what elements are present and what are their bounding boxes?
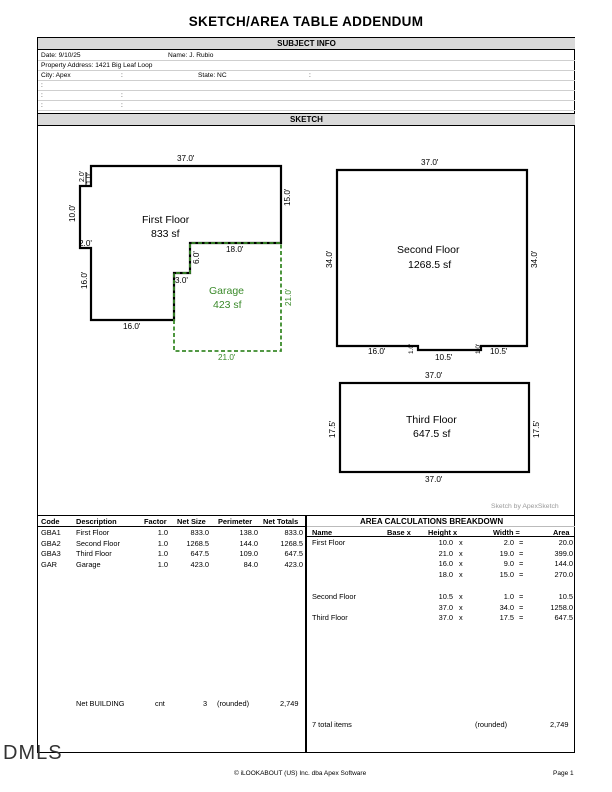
state-text: State: NC: [198, 72, 227, 79]
net-building-label: Net BUILDING: [76, 699, 125, 708]
colon-4: :: [41, 92, 43, 99]
calc-row-1-x: x: [459, 548, 463, 558]
code-row-3-net-total: 423.0: [284, 559, 303, 569]
sf-dim-top: 37.0': [421, 158, 439, 167]
first-floor-label: First Floor: [142, 214, 190, 226]
sf-dim-bottom-left: 16.0': [368, 347, 386, 356]
garage-dim-right: 21.0': [284, 288, 293, 306]
calc-row-1-width: 19.0: [499, 548, 514, 558]
address-text: Property Address: 1421 Big Leaf Loop: [41, 62, 153, 69]
code-header-perimeter: Perimeter: [218, 517, 253, 526]
calc-row-6-x: x: [459, 613, 463, 623]
calc-row-0-x: x: [459, 538, 463, 547]
calc-row-0-name: First Floor: [312, 538, 346, 547]
calc-row-3-x: x: [459, 570, 463, 580]
calc-row-1-eq: =: [519, 548, 524, 558]
third-floor-area: 647.5 sf: [413, 428, 451, 440]
calc-header-base: Base x: [387, 528, 411, 537]
calc-header-width: Width =: [493, 528, 520, 537]
calc-row-4-area: 10.5: [558, 591, 573, 601]
net-cnt-label: cnt: [155, 699, 165, 708]
calc-row-5-x: x: [459, 602, 463, 612]
sf-dim-jog1: 1.0': [408, 343, 415, 354]
page-title: SKETCH/AREA TABLE ADDENDUM: [188, 14, 424, 29]
calc-row-4-eq: =: [519, 591, 524, 601]
tf-dim-left: 17.5': [328, 420, 337, 438]
sketch-credit: Sketch by ApexSketch: [491, 503, 559, 510]
code-row-0-factor: 1.0: [157, 528, 168, 537]
code-row-1-code: GBA2: [41, 538, 61, 548]
calc-header-height: Height x: [428, 528, 458, 537]
calc-bar: AREA CALCULATIONS BREAKDOWN: [360, 517, 504, 526]
dmls-logo: DMLS: [3, 742, 63, 764]
tf-dim-bottom: 37.0': [425, 475, 443, 484]
code-header-net-totals: Net Totals: [263, 517, 299, 526]
ff-dim-left-bottom: 16.0': [80, 271, 89, 289]
colon-3: :: [41, 82, 43, 89]
colon-6: :: [41, 102, 43, 109]
calc-total: 2,749: [550, 720, 569, 729]
code-row-3-factor: 1.0: [157, 559, 168, 569]
footer-page: Page 1: [553, 770, 574, 777]
code-row-1-factor: 1.0: [157, 538, 168, 548]
code-row-1-net-total: 1268.5: [280, 538, 303, 548]
code-header-rule: [38, 526, 305, 527]
ff-dim-left-top: 10.0': [68, 204, 77, 222]
second-floor-label: Second Floor: [397, 244, 460, 256]
code-row-2-net-size: 647.5: [190, 549, 209, 558]
calc-row-5-height: 37.0: [438, 602, 453, 612]
ff-dim-small2: 1.0': [86, 172, 93, 184]
code-row-0-net-total: 833.0: [284, 528, 303, 537]
colon-7: :: [121, 102, 123, 109]
calc-row-2-x: x: [459, 559, 463, 569]
net-rounded: (rounded): [217, 699, 250, 708]
code-row-2-code: GBA3: [41, 549, 61, 558]
calc-row-2-width: 9.0: [503, 559, 514, 569]
ff-dim-notch: 18.0': [226, 245, 244, 254]
code-row-0-net-size: 833.0: [190, 528, 209, 537]
calc-bar-rule: [307, 526, 575, 527]
sketch-bar: SKETCH: [38, 113, 575, 126]
ff-dim-right: 15.0': [283, 188, 292, 206]
sf-dim-bottom-right: 10.5': [490, 347, 508, 356]
calc-row-6-name: Third Floor: [312, 613, 348, 623]
calc-row-3-eq: =: [519, 570, 524, 580]
calc-row-1-height: 21.0: [438, 548, 453, 558]
garage-label: Garage: [209, 285, 245, 297]
calc-row-5-width: 34.0: [499, 602, 514, 612]
calc-total-label: 7 total items: [312, 720, 352, 729]
colon-1: :: [121, 72, 123, 79]
calc-row-3-width: 15.0: [499, 570, 514, 580]
code-row-2-perimeter: 109.0: [239, 549, 258, 558]
footer-copyright: © iLOOKABOUT (US) Inc. dba Apex Software: [234, 770, 367, 777]
calc-row-6-area: 647.5: [554, 613, 573, 623]
calc-row-1-area: 399.0: [554, 548, 573, 558]
second-floor-area: 1268.5 sf: [408, 259, 452, 271]
code-row-3-net-size: 423.0: [190, 559, 209, 569]
code-row-3-perimeter: 84.0: [243, 559, 258, 569]
calc-row-2-height: 16.0: [438, 559, 453, 569]
code-row-2-net-total: 647.5: [284, 549, 303, 558]
code-row-0-description: First Floor: [76, 528, 110, 537]
garage-dim-bottom: 21.0': [218, 353, 236, 362]
date-text: Date: 9/10/25: [41, 52, 81, 59]
colon-5: :: [121, 92, 123, 99]
sf-dim-jog2: 1.0': [475, 343, 482, 354]
calc-row-4-x: x: [459, 591, 463, 601]
calc-row-3-height: 18.0: [438, 570, 453, 580]
tf-dim-top: 37.0': [425, 371, 443, 380]
code-header-description: Description: [76, 517, 117, 526]
code-row-2-description: Third Floor: [76, 549, 112, 558]
third-floor-label: Third Floor: [406, 414, 457, 426]
calc-row-0-width: 2.0: [503, 538, 514, 547]
garage-area: 423 sf: [213, 299, 242, 311]
code-row-0-perimeter: 138.0: [239, 528, 258, 537]
calc-row-0-eq: =: [519, 538, 524, 547]
calc-row-4-height: 10.5: [438, 591, 453, 601]
net-count: 3: [203, 699, 208, 708]
sf-dim-bottom-mid: 10.5': [435, 353, 453, 362]
calc-row-6-width: 17.5: [499, 613, 514, 623]
calc-row-3-area: 270.0: [554, 570, 573, 580]
calc-row-4-name: Second Floor: [312, 591, 356, 601]
calc-header-name: Name: [312, 528, 333, 537]
subject-info-bar: SUBJECT INFO: [38, 38, 575, 50]
code-row-3-code: GAR: [41, 559, 58, 569]
sf-dim-right: 34.0': [530, 250, 539, 268]
code-row-1-perimeter: 144.0: [239, 538, 258, 548]
code-header-net-size: Net Size: [177, 517, 206, 526]
code-header-code: Code: [41, 517, 60, 526]
code-row-0-code: GBA1: [41, 528, 61, 537]
city-text: City: Apex: [41, 72, 71, 79]
table-divider: [305, 515, 307, 753]
colon-2: :: [309, 72, 311, 79]
ff-dim-bottom: 16.0': [123, 322, 141, 331]
sf-dim-left: 34.0': [325, 250, 334, 268]
tf-dim-right: 17.5': [532, 420, 541, 438]
calc-row-6-height: 37.0: [438, 613, 453, 623]
calc-row-0-height: 10.0: [438, 538, 453, 547]
calc-row-4-width: 1.0: [503, 591, 514, 601]
ff-dim-inner: 3.0': [175, 276, 188, 285]
first-floor-area: 833 sf: [151, 228, 180, 240]
calc-row-0-area: 20.0: [558, 538, 573, 547]
calc-row-2-area: 144.0: [554, 559, 573, 569]
ff-dim-top: 37.0': [177, 154, 195, 163]
code-row-3-description: Garage: [76, 559, 101, 569]
code-row-2-factor: 1.0: [157, 549, 168, 558]
calc-header-area: Area: [553, 528, 570, 537]
code-header-factor: Factor: [144, 517, 167, 526]
ff-dim-step: 2.0': [79, 239, 92, 248]
calc-row-5-eq: =: [519, 602, 524, 612]
ff-dim-small1: 2.0': [79, 170, 86, 182]
calc-row-5-area: 1258.0: [550, 602, 573, 612]
calc-row-6-eq: =: [519, 613, 524, 623]
ff-dim-inner2: 6.0': [192, 251, 201, 264]
garage-outline: [174, 243, 281, 351]
name-text: Name: J. Rubio: [168, 52, 214, 59]
calc-total-rounded: (rounded): [475, 720, 508, 729]
net-total: 2,749: [280, 699, 299, 708]
code-row-1-net-size: 1268.5: [186, 538, 209, 548]
code-row-1-description: Second Floor: [76, 538, 120, 548]
calc-row-2-eq: =: [519, 559, 524, 569]
